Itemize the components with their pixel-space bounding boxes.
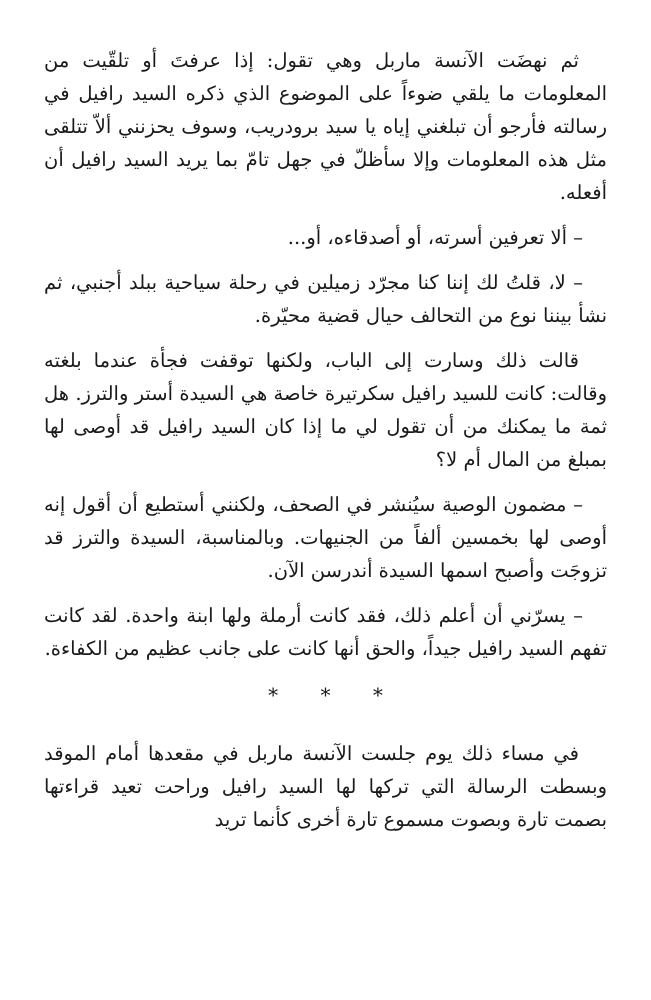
paragraph-3: – لا، قلتُ لك إننا كنا مجرّد زميلين في رحلة سياحية ببلد أجنبي، ثم نشأ بيننا نوع من التحالف حيال قضية محيّرة. <box>44 271 607 327</box>
paragraph-6: – يسرّني أن أعلم ذلك، فقد كانت أرملة ولها ابنة واحدة. لقد كانت تفهم السيد رافيل جيداً، والحق أنها كانت على جانب عظيم من الكفاءة. <box>44 604 607 660</box>
paragraph-4: قالت ذلك وسارت إلى الباب، ولكنها توقفت فجأة عندما بلغته وقالت: كانت للسيد رافيل سكرتيرة خاصة هي السيدة أستر والترز. هل ثمة ما يمكنك من أن تقول لي ما إذا كان السيد رافيل قد أوصى لها بمبلغ من المال أم لا؟ <box>44 349 607 471</box>
book-page <box>44 44 607 1000</box>
section-separator: * * * <box>268 683 401 707</box>
paragraph-1: ثم نهضَت الآنسة ماربل وهي تقول: إذا عرفتَ أو تلقّيت من المعلومات ما يلقي ضوءاً على الموضوع الذي ذكره السيد رافيل في رسالته فأرجو أن تبلغني إياه يا سيد برودريب، وسوف يحزنني ألاّ تتلقى مثل هذه المعلومات وإلا سأظلّ في جهل تامّ بما يريد السيد رافيل أن أفعله. <box>44 49 607 204</box>
paragraph-after-break: في مساء ذلك يوم جلست الآنسة ماربل في مقعدها أمام الموقد وبسطت الرسالة التي تركها لها السيد رافيل وراحت تعيد قراءتها بصمت تارة وبصوت مسموع تارة أخرى كأنما تريد <box>44 742 607 831</box>
paragraph-5: – مضمون الوصية سيُنشر في الصحف، ولكنني أستطيع أن أقول إنه أوصى لها بخمسين ألفاً من الجنيهات. وبالمناسبة، السيدة والترز قد تزوجَت وأصبح اسمها السيدة أندرسن الآن. <box>44 493 607 582</box>
paragraph-2: – ألا تعرفين أسرته، أو أصدقاءه، أو... <box>287 226 583 249</box>
